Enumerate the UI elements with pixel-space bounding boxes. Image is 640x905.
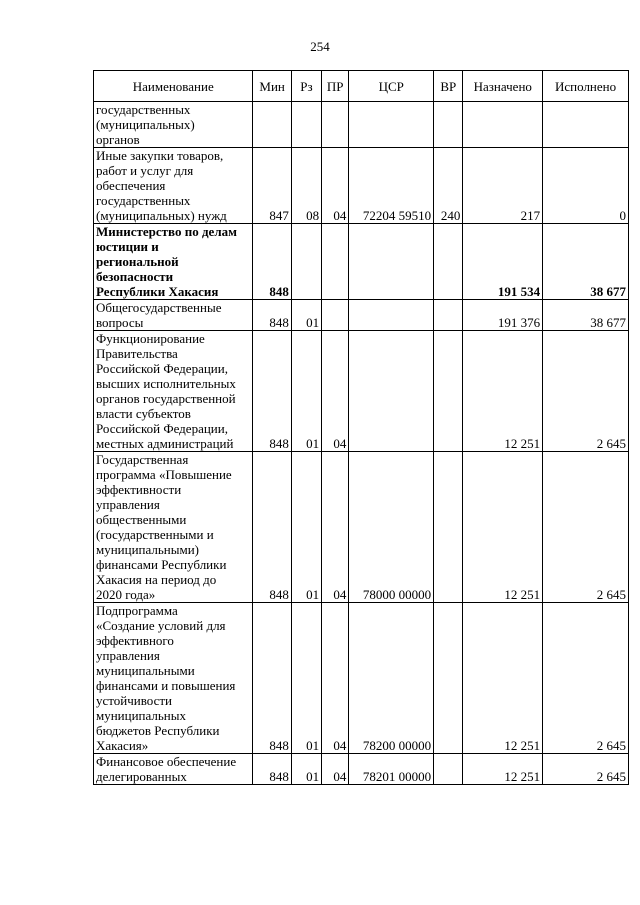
row-name: Государственная программа «Повышение эффективности управления общественными (государственными и муниципальными) финансами Республики Хакасия на период до 2020 года» bbox=[94, 452, 253, 603]
row-rz bbox=[291, 102, 321, 148]
row-vr bbox=[434, 331, 463, 452]
header-rz: Рз bbox=[291, 71, 321, 102]
page-number: 254 bbox=[310, 39, 330, 54]
row-name: государственных (муниципальных) органов bbox=[94, 102, 253, 148]
row-vr: 240 bbox=[434, 148, 463, 224]
row-pr bbox=[322, 300, 349, 331]
row-executed: 2 645 bbox=[543, 452, 629, 603]
row-min: 848 bbox=[253, 754, 291, 785]
row-rz: 01 bbox=[291, 300, 321, 331]
table-header-row bbox=[94, 71, 629, 102]
table-row bbox=[94, 224, 629, 300]
table-row bbox=[94, 102, 629, 148]
row-rz: 08 bbox=[291, 148, 321, 224]
row-csr: 78200 00000 bbox=[349, 603, 434, 754]
row-assigned: 217 bbox=[463, 148, 543, 224]
row-rz bbox=[291, 224, 321, 300]
row-name: Общегосударственные вопросы bbox=[94, 300, 253, 331]
row-assigned bbox=[463, 102, 543, 148]
row-assigned: 12 251 bbox=[463, 452, 543, 603]
row-csr: 78201 00000 bbox=[349, 754, 434, 785]
row-pr bbox=[322, 102, 349, 148]
row-name: Иные закупки товаров, работ и услуг для обеспечения государственных (муниципальных) нужд bbox=[94, 148, 253, 224]
row-rz: 01 bbox=[291, 754, 321, 785]
row-vr bbox=[434, 754, 463, 785]
row-pr: 04 bbox=[322, 331, 349, 452]
row-min: 847 bbox=[253, 148, 291, 224]
header-vr: ВР bbox=[434, 71, 463, 102]
row-csr bbox=[349, 224, 434, 300]
row-vr bbox=[434, 102, 463, 148]
row-min: 848 bbox=[253, 603, 291, 754]
row-min: 848 bbox=[253, 452, 291, 603]
row-executed bbox=[543, 102, 629, 148]
table-row bbox=[94, 331, 629, 452]
table-row bbox=[94, 452, 629, 603]
row-csr bbox=[349, 331, 434, 452]
row-name: Функционирование Правительства Российской Федерации, высших исполнительных органов государственной власти субъектов Российской Федерации, местных администраций bbox=[94, 331, 253, 452]
row-pr: 04 bbox=[322, 754, 349, 785]
row-rz: 01 bbox=[291, 331, 321, 452]
row-executed: 2 645 bbox=[543, 754, 629, 785]
row-min: 848 bbox=[253, 224, 291, 300]
row-csr bbox=[349, 102, 434, 148]
row-pr: 04 bbox=[322, 452, 349, 603]
row-vr bbox=[434, 452, 463, 603]
row-assigned: 12 251 bbox=[463, 331, 543, 452]
header-pr: ПР bbox=[322, 71, 349, 102]
row-min: 848 bbox=[253, 331, 291, 452]
table-row bbox=[94, 603, 629, 754]
table-row bbox=[94, 300, 629, 331]
header-csr: ЦСР bbox=[349, 71, 434, 102]
row-vr bbox=[434, 300, 463, 331]
row-csr: 72204 59510 bbox=[349, 148, 434, 224]
row-pr: 04 bbox=[322, 603, 349, 754]
row-assigned: 12 251 bbox=[463, 603, 543, 754]
row-name: Министерство по делам юстиции и региональной безопасности Республики Хакасия bbox=[94, 224, 253, 300]
row-rz: 01 bbox=[291, 603, 321, 754]
row-csr bbox=[349, 300, 434, 331]
row-vr bbox=[434, 603, 463, 754]
budget-table bbox=[93, 70, 629, 785]
row-min: 848 bbox=[253, 300, 291, 331]
header-min: Мин bbox=[253, 71, 291, 102]
row-rz: 01 bbox=[291, 452, 321, 603]
row-assigned: 12 251 bbox=[463, 754, 543, 785]
header-assigned: Назначено bbox=[463, 71, 543, 102]
row-executed: 0 bbox=[543, 148, 629, 224]
row-executed: 2 645 bbox=[543, 603, 629, 754]
header-executed: Исполнено bbox=[543, 71, 629, 102]
row-name: Финансовое обеспечение делегированных bbox=[94, 754, 253, 785]
row-csr: 78000 00000 bbox=[349, 452, 434, 603]
table-row bbox=[94, 754, 629, 785]
row-name: Подпрограмма «Создание условий для эффективного управления муниципальными финансами и повышения устойчивости муниципальных бюджетов Республики Хакасия» bbox=[94, 603, 253, 754]
row-pr bbox=[322, 224, 349, 300]
header-name: Наименование bbox=[94, 71, 253, 102]
row-pr: 04 bbox=[322, 148, 349, 224]
row-vr bbox=[434, 224, 463, 300]
row-assigned: 191 534 bbox=[463, 224, 543, 300]
row-executed: 2 645 bbox=[543, 331, 629, 452]
row-min bbox=[253, 102, 291, 148]
row-executed: 38 677 bbox=[543, 300, 629, 331]
table-row bbox=[94, 148, 629, 224]
row-executed: 38 677 bbox=[543, 224, 629, 300]
row-assigned: 191 376 bbox=[463, 300, 543, 331]
